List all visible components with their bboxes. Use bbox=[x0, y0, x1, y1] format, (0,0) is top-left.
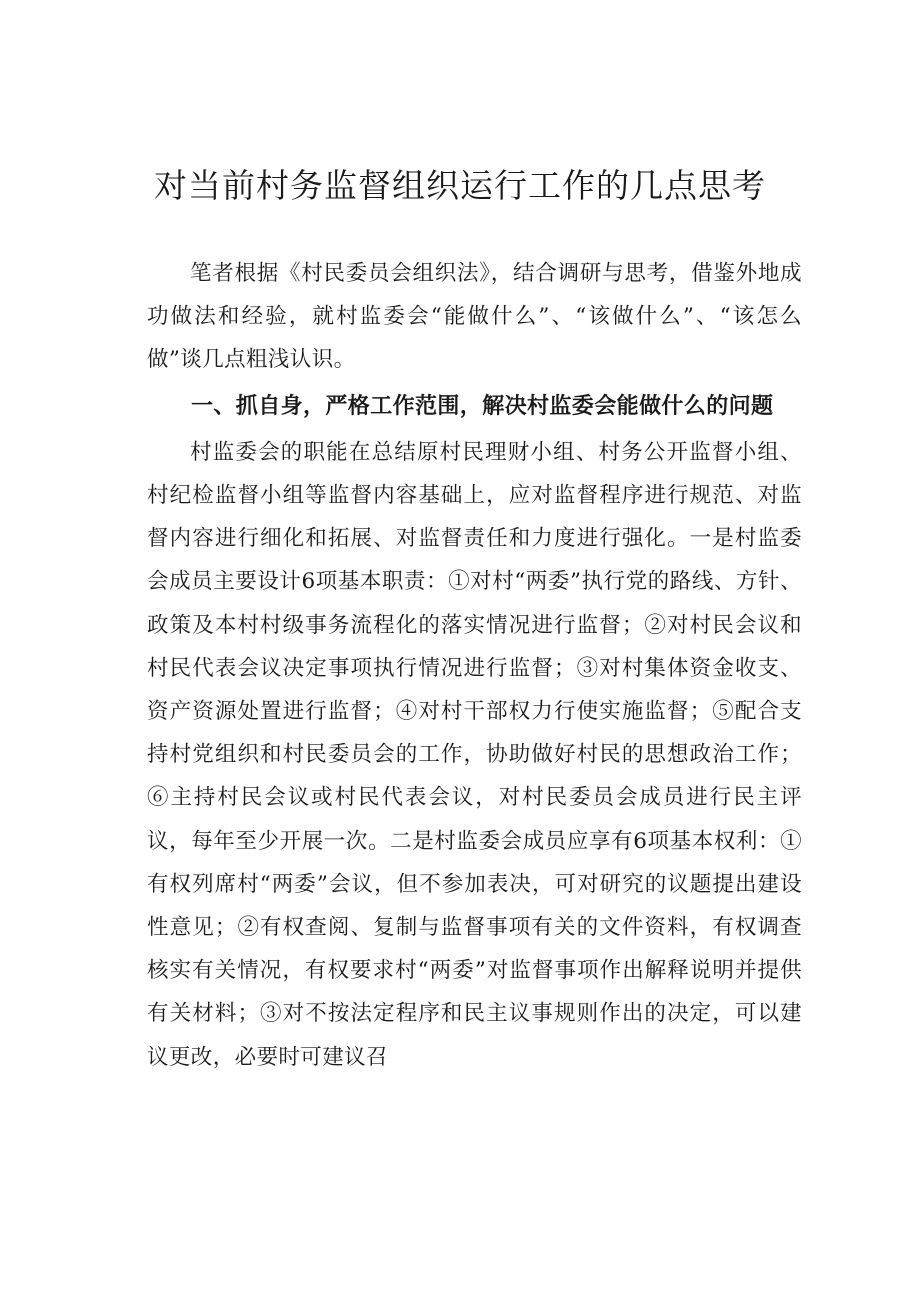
section-heading-1: 一、抓自身，严格工作范围，解决村监委会能做什么的问题 bbox=[191, 393, 774, 419]
document-title: 对当前村务监督组织运行工作的几点思考 bbox=[154, 166, 766, 205]
section-1-paragraph: 村监委会的职能在总结原村民理财小组、村务公开监督小组、村纪检监督小组等监督内容基础上，应对监督程序进行规范、对监督内容进行细化和拓展、对监督责任和力度进行强化。一是村监委会成员主要设计6项基本职责：①对村“两委”执行党的路线、方针、政策及本村村级事务流程化的落实情况进行监督；②对村民会议和村民代表会议决定事项执行情况进行监督；③对村集体资金收支、资产资源处置进行监督；④对村干部权力行使实施监督；⑤配合支持村党组织和村民委员会的工作，协助做好村民的思想政治工作；⑥主持村民会议或村民代表会议，对村民委员会成员进行民主评议，每年至少开展一次。二是村监委会成员应享有6项基本权利：①有权列席村“两委”会议，但不参加表决，可对研究的议题提出建设性意见；②有权查阅、复制与监督事项有关的文件资料，有权调查核实有关情况，有权要求村“两委”对监督事项作出解释说明并提供有关材料；③对不按法定程序和民主议事规则作出的决定，可以建议更改，必要时可建议召 bbox=[147, 439, 802, 1070]
document-body bbox=[147, 252, 802, 1079]
intro-paragraph: 笔者根据《村民委员会组织法》，结合调研与思考，借鉴外地成功做法和经验，就村监委会“能做什么”、“该做什么”、“该怎么做”谈几点粗浅认识。 bbox=[147, 261, 802, 373]
